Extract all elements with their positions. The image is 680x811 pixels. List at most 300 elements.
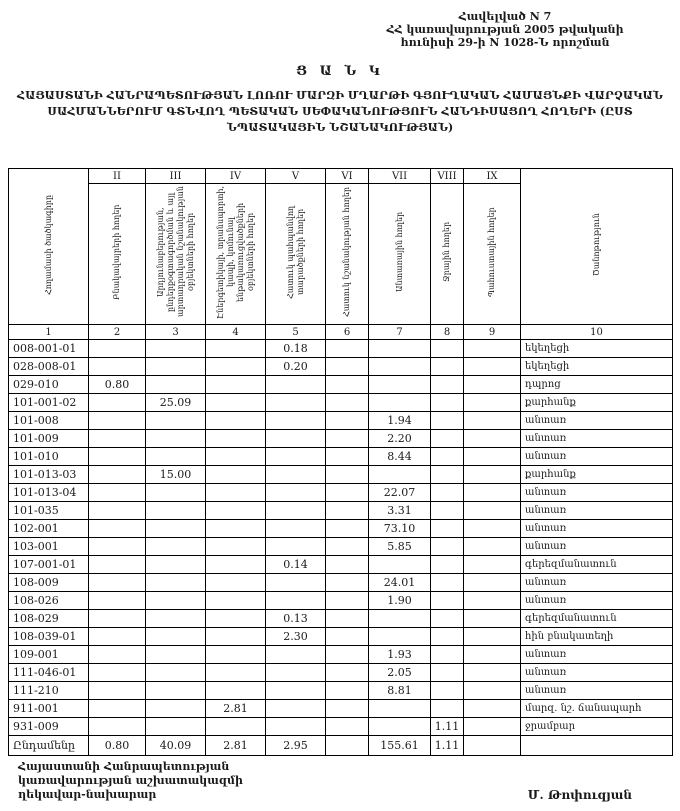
value-residential <box>89 574 146 592</box>
total-row <box>9 736 673 756</box>
value-industrial <box>146 646 206 664</box>
value-infrastructure <box>206 448 266 466</box>
footer-line-3: ղեկավար-նախարար <box>18 788 157 801</box>
total-infrastructure: 2.81 <box>206 736 266 756</box>
value-reserve <box>464 646 521 664</box>
note-cell: անտառ <box>521 502 673 520</box>
value-protected <box>266 646 326 664</box>
value-industrial <box>146 718 206 736</box>
value-reserve <box>464 412 521 430</box>
value-special <box>326 466 369 484</box>
value-forest: 22.07 <box>369 484 431 502</box>
value-infrastructure <box>206 484 266 502</box>
value-infrastructure <box>206 394 266 412</box>
value-forest <box>369 340 431 358</box>
parcel-code: 111-046-01 <box>9 664 89 682</box>
value-infrastructure <box>206 340 266 358</box>
note-cell: անտառ <box>521 664 673 682</box>
column-number-9: 9 <box>464 325 521 340</box>
note-cell: դպրոց <box>521 376 673 394</box>
value-protected: 0.14 <box>266 556 326 574</box>
note-cell: քարհանք <box>521 394 673 412</box>
column-header-code-cell <box>9 169 89 325</box>
value-residential <box>89 502 146 520</box>
roman-numeral-III: III <box>146 169 206 184</box>
value-water <box>431 700 464 718</box>
note-cell: անտառ <box>521 646 673 664</box>
page-title: Ց Ա Ն Կ <box>296 64 384 79</box>
signature-name: Մ. Թոփուզյան <box>527 788 632 802</box>
subtitle-line-3: ՆՊԱՏԱԿԱՅԻՆ ՆՇԱՆԱԿՈՒԹՅԱՆ) <box>226 121 454 134</box>
value-industrial <box>146 502 206 520</box>
value-infrastructure <box>206 682 266 700</box>
value-industrial <box>146 340 206 358</box>
value-forest: 1.90 <box>369 592 431 610</box>
value-forest: 1.94 <box>369 412 431 430</box>
footer-line-2: կառավարության աշխատակազմի <box>18 774 243 787</box>
value-special <box>326 340 369 358</box>
value-forest <box>369 376 431 394</box>
value-reserve <box>464 448 521 466</box>
total-reserve <box>464 736 521 756</box>
value-residential <box>89 538 146 556</box>
column-number-4: 4 <box>206 325 266 340</box>
value-forest: 8.81 <box>369 682 431 700</box>
value-protected <box>266 664 326 682</box>
value-forest <box>369 700 431 718</box>
value-residential: 0.80 <box>89 376 146 394</box>
column-number-3: 3 <box>146 325 206 340</box>
value-industrial <box>146 664 206 682</box>
roman-numeral-VIII: VIII <box>431 169 464 184</box>
value-industrial: 15.00 <box>146 466 206 484</box>
value-residential <box>89 484 146 502</box>
table-row <box>9 646 673 664</box>
value-protected: 0.20 <box>266 358 326 376</box>
value-special <box>326 520 369 538</box>
value-forest <box>369 394 431 412</box>
note-cell: անտառ <box>521 520 673 538</box>
value-reserve <box>464 664 521 682</box>
total-forest: 155.61 <box>369 736 431 756</box>
value-industrial <box>146 538 206 556</box>
value-industrial <box>146 358 206 376</box>
value-forest: 2.20 <box>369 430 431 448</box>
value-forest: 1.93 <box>369 646 431 664</box>
value-special <box>326 682 369 700</box>
total-water: 1.11 <box>431 736 464 756</box>
value-reserve <box>464 520 521 538</box>
note-cell: անտառ <box>521 484 673 502</box>
value-residential <box>89 394 146 412</box>
value-protected <box>266 520 326 538</box>
value-industrial <box>146 574 206 592</box>
document-subtitle <box>8 88 672 136</box>
value-industrial <box>146 610 206 628</box>
value-water <box>431 376 464 394</box>
parcel-code: 103-001 <box>9 538 89 556</box>
parcel-code: 101-001-02 <box>9 394 89 412</box>
value-infrastructure <box>206 466 266 484</box>
total-residential: 0.80 <box>89 736 146 756</box>
value-special <box>326 664 369 682</box>
column-header-code: Հողամասի ծածկագիրը <box>43 194 53 296</box>
value-special <box>326 376 369 394</box>
value-water: 1.11 <box>431 718 464 736</box>
note-cell: անտառ <box>521 412 673 430</box>
value-infrastructure <box>206 610 266 628</box>
value-forest <box>369 466 431 484</box>
note-cell: անտառ <box>521 574 673 592</box>
parcel-code: 911-001 <box>9 700 89 718</box>
value-protected <box>266 448 326 466</box>
value-reserve <box>464 556 521 574</box>
value-protected <box>266 430 326 448</box>
note-cell: եկեղեցի <box>521 340 673 358</box>
value-special <box>326 700 369 718</box>
parcel-code: 101-013-03 <box>9 466 89 484</box>
value-reserve <box>464 358 521 376</box>
table-body <box>9 340 673 736</box>
value-infrastructure <box>206 430 266 448</box>
table-row <box>9 466 673 484</box>
value-residential <box>89 628 146 646</box>
parcel-code: 108-026 <box>9 592 89 610</box>
value-reserve <box>464 610 521 628</box>
table-row <box>9 556 673 574</box>
value-forest <box>369 610 431 628</box>
parcel-code: 107-001-01 <box>9 556 89 574</box>
note-cell: ջրամբար <box>521 718 673 736</box>
value-forest <box>369 556 431 574</box>
column-number-10: 10 <box>521 325 673 340</box>
value-industrial <box>146 448 206 466</box>
column-header-industrial: Արդյունաբերության, ընդերքօգտագործման և այլ արտադրական նշանակության օբյեկտների հողեր <box>155 186 195 318</box>
value-infrastructure <box>206 412 266 430</box>
value-residential <box>89 448 146 466</box>
value-water <box>431 340 464 358</box>
value-protected <box>266 502 326 520</box>
value-special <box>326 538 369 556</box>
value-protected <box>266 700 326 718</box>
value-water <box>431 664 464 682</box>
parcel-code: 931-009 <box>9 718 89 736</box>
parcel-code: 108-009 <box>9 574 89 592</box>
value-special <box>326 628 369 646</box>
value-water <box>431 556 464 574</box>
value-infrastructure <box>206 376 266 394</box>
value-water <box>431 574 464 592</box>
column-number-2: 2 <box>89 325 146 340</box>
note-cell: անտառ <box>521 682 673 700</box>
value-infrastructure <box>206 628 266 646</box>
roman-numeral-VI: VI <box>326 169 369 184</box>
value-infrastructure <box>206 574 266 592</box>
value-reserve <box>464 340 521 358</box>
parcel-code: 108-039-01 <box>9 628 89 646</box>
value-water <box>431 610 464 628</box>
table-row <box>9 574 673 592</box>
value-infrastructure <box>206 520 266 538</box>
value-residential <box>89 682 146 700</box>
value-special <box>326 394 369 412</box>
total-industrial: 40.09 <box>146 736 206 756</box>
table-row <box>9 430 673 448</box>
value-forest: 24.01 <box>369 574 431 592</box>
value-residential <box>89 340 146 358</box>
value-water <box>431 502 464 520</box>
value-industrial <box>146 484 206 502</box>
table-row <box>9 376 673 394</box>
table-row <box>9 610 673 628</box>
value-water <box>431 394 464 412</box>
parcel-code: 101-009 <box>9 430 89 448</box>
value-special <box>326 574 369 592</box>
subtitle-line-1: ՀԱՅԱՍՏԱՆԻ ՀԱՆՐԱՊԵՏՈՒԹՅԱՆ ԼՈՌՈՒ ՄԱՐԶԻ ՄՂԱՐԹԻ ԳՅՈՒՂԱԿԱՆ ՀԱՄԱՅՆՔԻ ՎԱՐՉԱԿԱՆ <box>17 89 663 102</box>
value-infrastructure <box>206 646 266 664</box>
column-header-reserve: Պահուստային հողեր <box>487 207 496 297</box>
annex-line-3: հունիսի 29-ի N 1028-Ն որոշման <box>400 36 610 49</box>
parcel-code: 108-029 <box>9 610 89 628</box>
table-row <box>9 448 673 466</box>
value-water <box>431 358 464 376</box>
value-special <box>326 646 369 664</box>
roman-numeral-II: II <box>89 169 146 184</box>
value-forest: 3.31 <box>369 502 431 520</box>
value-infrastructure: 2.81 <box>206 700 266 718</box>
annex-reference <box>368 10 642 49</box>
value-water <box>431 484 464 502</box>
roman-numeral-IV: IV <box>206 169 266 184</box>
value-water <box>431 592 464 610</box>
total-label: Ընդամենը <box>9 736 89 756</box>
value-infrastructure <box>206 556 266 574</box>
footer-authority <box>18 760 243 802</box>
value-forest <box>369 718 431 736</box>
roman-numeral-VII: VII <box>369 169 431 184</box>
value-water <box>431 646 464 664</box>
table-row <box>9 394 673 412</box>
annex-line-2: ՀՀ կառավարության 2005 թվականի <box>386 23 624 36</box>
column-number-8: 8 <box>431 325 464 340</box>
value-industrial <box>146 592 206 610</box>
value-infrastructure <box>206 592 266 610</box>
value-water <box>431 412 464 430</box>
value-forest: 2.05 <box>369 664 431 682</box>
column-header-residential: Բնակավայրերի հողեր <box>112 204 121 300</box>
value-industrial <box>146 700 206 718</box>
value-protected <box>266 376 326 394</box>
value-residential <box>89 466 146 484</box>
value-forest: 5.85 <box>369 538 431 556</box>
value-industrial <box>146 556 206 574</box>
table-row <box>9 682 673 700</box>
value-protected <box>266 394 326 412</box>
table-row <box>9 592 673 610</box>
note-cell: քարհանք <box>521 466 673 484</box>
value-special <box>326 484 369 502</box>
value-residential <box>89 556 146 574</box>
value-water <box>431 448 464 466</box>
table-row <box>9 340 673 358</box>
note-cell: անտառ <box>521 430 673 448</box>
column-header-notes-cell <box>521 169 673 325</box>
value-water <box>431 628 464 646</box>
value-industrial <box>146 376 206 394</box>
value-infrastructure <box>206 502 266 520</box>
value-special <box>326 448 369 466</box>
value-protected <box>266 412 326 430</box>
roman-numeral-V: V <box>266 169 326 184</box>
value-protected: 0.13 <box>266 610 326 628</box>
total-special <box>326 736 369 756</box>
parcel-code: 101-008 <box>9 412 89 430</box>
note-cell: գերեզմանատուն <box>521 610 673 628</box>
value-industrial <box>146 412 206 430</box>
value-residential <box>89 412 146 430</box>
value-reserve <box>464 682 521 700</box>
parcel-code: 101-010 <box>9 448 89 466</box>
note-cell: եկեղեցի <box>521 358 673 376</box>
value-water <box>431 682 464 700</box>
value-special <box>326 610 369 628</box>
column-number-7: 7 <box>369 325 431 340</box>
column-header-infrastructure: Էներգետիկայի, տրանսպորտի, կապի, կոմունալ ենթակառուցվածքների օբյեկտների հողեր <box>215 185 255 319</box>
value-water <box>431 538 464 556</box>
value-forest <box>369 358 431 376</box>
value-infrastructure <box>206 538 266 556</box>
value-reserve <box>464 376 521 394</box>
value-reserve <box>464 574 521 592</box>
value-reserve <box>464 538 521 556</box>
value-industrial <box>146 628 206 646</box>
parcel-code: 101-013-04 <box>9 484 89 502</box>
note-cell: անտառ <box>521 448 673 466</box>
value-forest <box>369 628 431 646</box>
parcel-code: 028-008-01 <box>9 358 89 376</box>
column-number-6: 6 <box>326 325 369 340</box>
value-protected: 2.30 <box>266 628 326 646</box>
value-reserve <box>464 430 521 448</box>
column-header-water: Ջրային հողեր <box>442 221 451 283</box>
value-residential <box>89 700 146 718</box>
column-header-special: Հատուկ նշանակության հողեր <box>342 186 351 318</box>
table-row <box>9 412 673 430</box>
note-cell: անտառ <box>521 538 673 556</box>
value-reserve <box>464 484 521 502</box>
table-row <box>9 538 673 556</box>
total-protected: 2.95 <box>266 736 326 756</box>
parcel-code: 111-210 <box>9 682 89 700</box>
column-number-row <box>9 325 673 340</box>
annex-line-1: Հավելված N 7 <box>458 10 552 23</box>
table-row <box>9 520 673 538</box>
value-special <box>326 358 369 376</box>
total-note <box>521 736 673 756</box>
value-residential <box>89 664 146 682</box>
parcel-code: 102-001 <box>9 520 89 538</box>
value-reserve <box>464 394 521 412</box>
value-industrial <box>146 430 206 448</box>
value-water <box>431 466 464 484</box>
value-protected <box>266 466 326 484</box>
parcel-code: 008-001-01 <box>9 340 89 358</box>
parcel-code: 109-001 <box>9 646 89 664</box>
value-industrial <box>146 520 206 538</box>
table-row <box>9 358 673 376</box>
value-residential <box>89 592 146 610</box>
value-reserve <box>464 628 521 646</box>
value-special <box>326 502 369 520</box>
value-special <box>326 556 369 574</box>
value-residential <box>89 610 146 628</box>
parcel-code: 101-035 <box>9 502 89 520</box>
table-row <box>9 628 673 646</box>
value-infrastructure <box>206 664 266 682</box>
value-industrial <box>146 682 206 700</box>
note-cell: մարզ. նշ. ճանապարհ <box>521 700 673 718</box>
column-number-5: 5 <box>266 325 326 340</box>
value-special <box>326 412 369 430</box>
value-infrastructure <box>206 358 266 376</box>
footer-line-1: Հայաստանի Հանրապետության <box>18 760 230 773</box>
value-protected <box>266 484 326 502</box>
column-header-protected: Հատուկ պահպանվող տարածքների հողեր <box>285 205 305 299</box>
value-protected: 0.18 <box>266 340 326 358</box>
parcel-code: 029-010 <box>9 376 89 394</box>
value-industrial: 25.09 <box>146 394 206 412</box>
value-protected <box>266 574 326 592</box>
value-residential <box>89 718 146 736</box>
value-protected <box>266 592 326 610</box>
table-row <box>9 718 673 736</box>
table-row <box>9 502 673 520</box>
value-reserve <box>464 592 521 610</box>
value-water <box>431 520 464 538</box>
value-infrastructure <box>206 718 266 736</box>
value-protected <box>266 682 326 700</box>
roman-numeral-IX: IX <box>464 169 521 184</box>
value-special <box>326 592 369 610</box>
value-reserve <box>464 466 521 484</box>
value-reserve <box>464 718 521 736</box>
subtitle-line-2: ՍԱՀՄԱՆՆԵՐՈՒՄ ԳՏՆՎՈՂ ՊԵՏԱԿԱՆ ՍԵՓԱԿԱՆՈՒԹՅՈՒՆ ՀԱՆԴԻՍԱՑՈՂ ՀՈՂԵՐԻ (ԸՍՏ <box>47 105 633 118</box>
value-reserve <box>464 700 521 718</box>
note-cell: հին բնակատեղի <box>521 628 673 646</box>
value-special <box>326 430 369 448</box>
value-protected <box>266 718 326 736</box>
column-header-forest: Անտառային հողեր <box>394 211 404 293</box>
value-forest: 73.10 <box>369 520 431 538</box>
column-number-1: 1 <box>9 325 89 340</box>
table-row <box>9 700 673 718</box>
value-protected <box>266 538 326 556</box>
value-residential <box>89 520 146 538</box>
note-cell: անտառ <box>521 592 673 610</box>
value-forest: 8.44 <box>369 448 431 466</box>
land-parcels-table <box>8 168 673 756</box>
value-reserve <box>464 502 521 520</box>
column-header-notes: Ծանոթություն <box>591 213 601 277</box>
roman-numeral-header-row <box>9 169 673 184</box>
table-row <box>9 484 673 502</box>
value-special <box>326 718 369 736</box>
table-row <box>9 664 673 682</box>
value-residential <box>89 358 146 376</box>
note-cell: գերեզմանատուն <box>521 556 673 574</box>
value-residential <box>89 430 146 448</box>
value-residential <box>89 646 146 664</box>
